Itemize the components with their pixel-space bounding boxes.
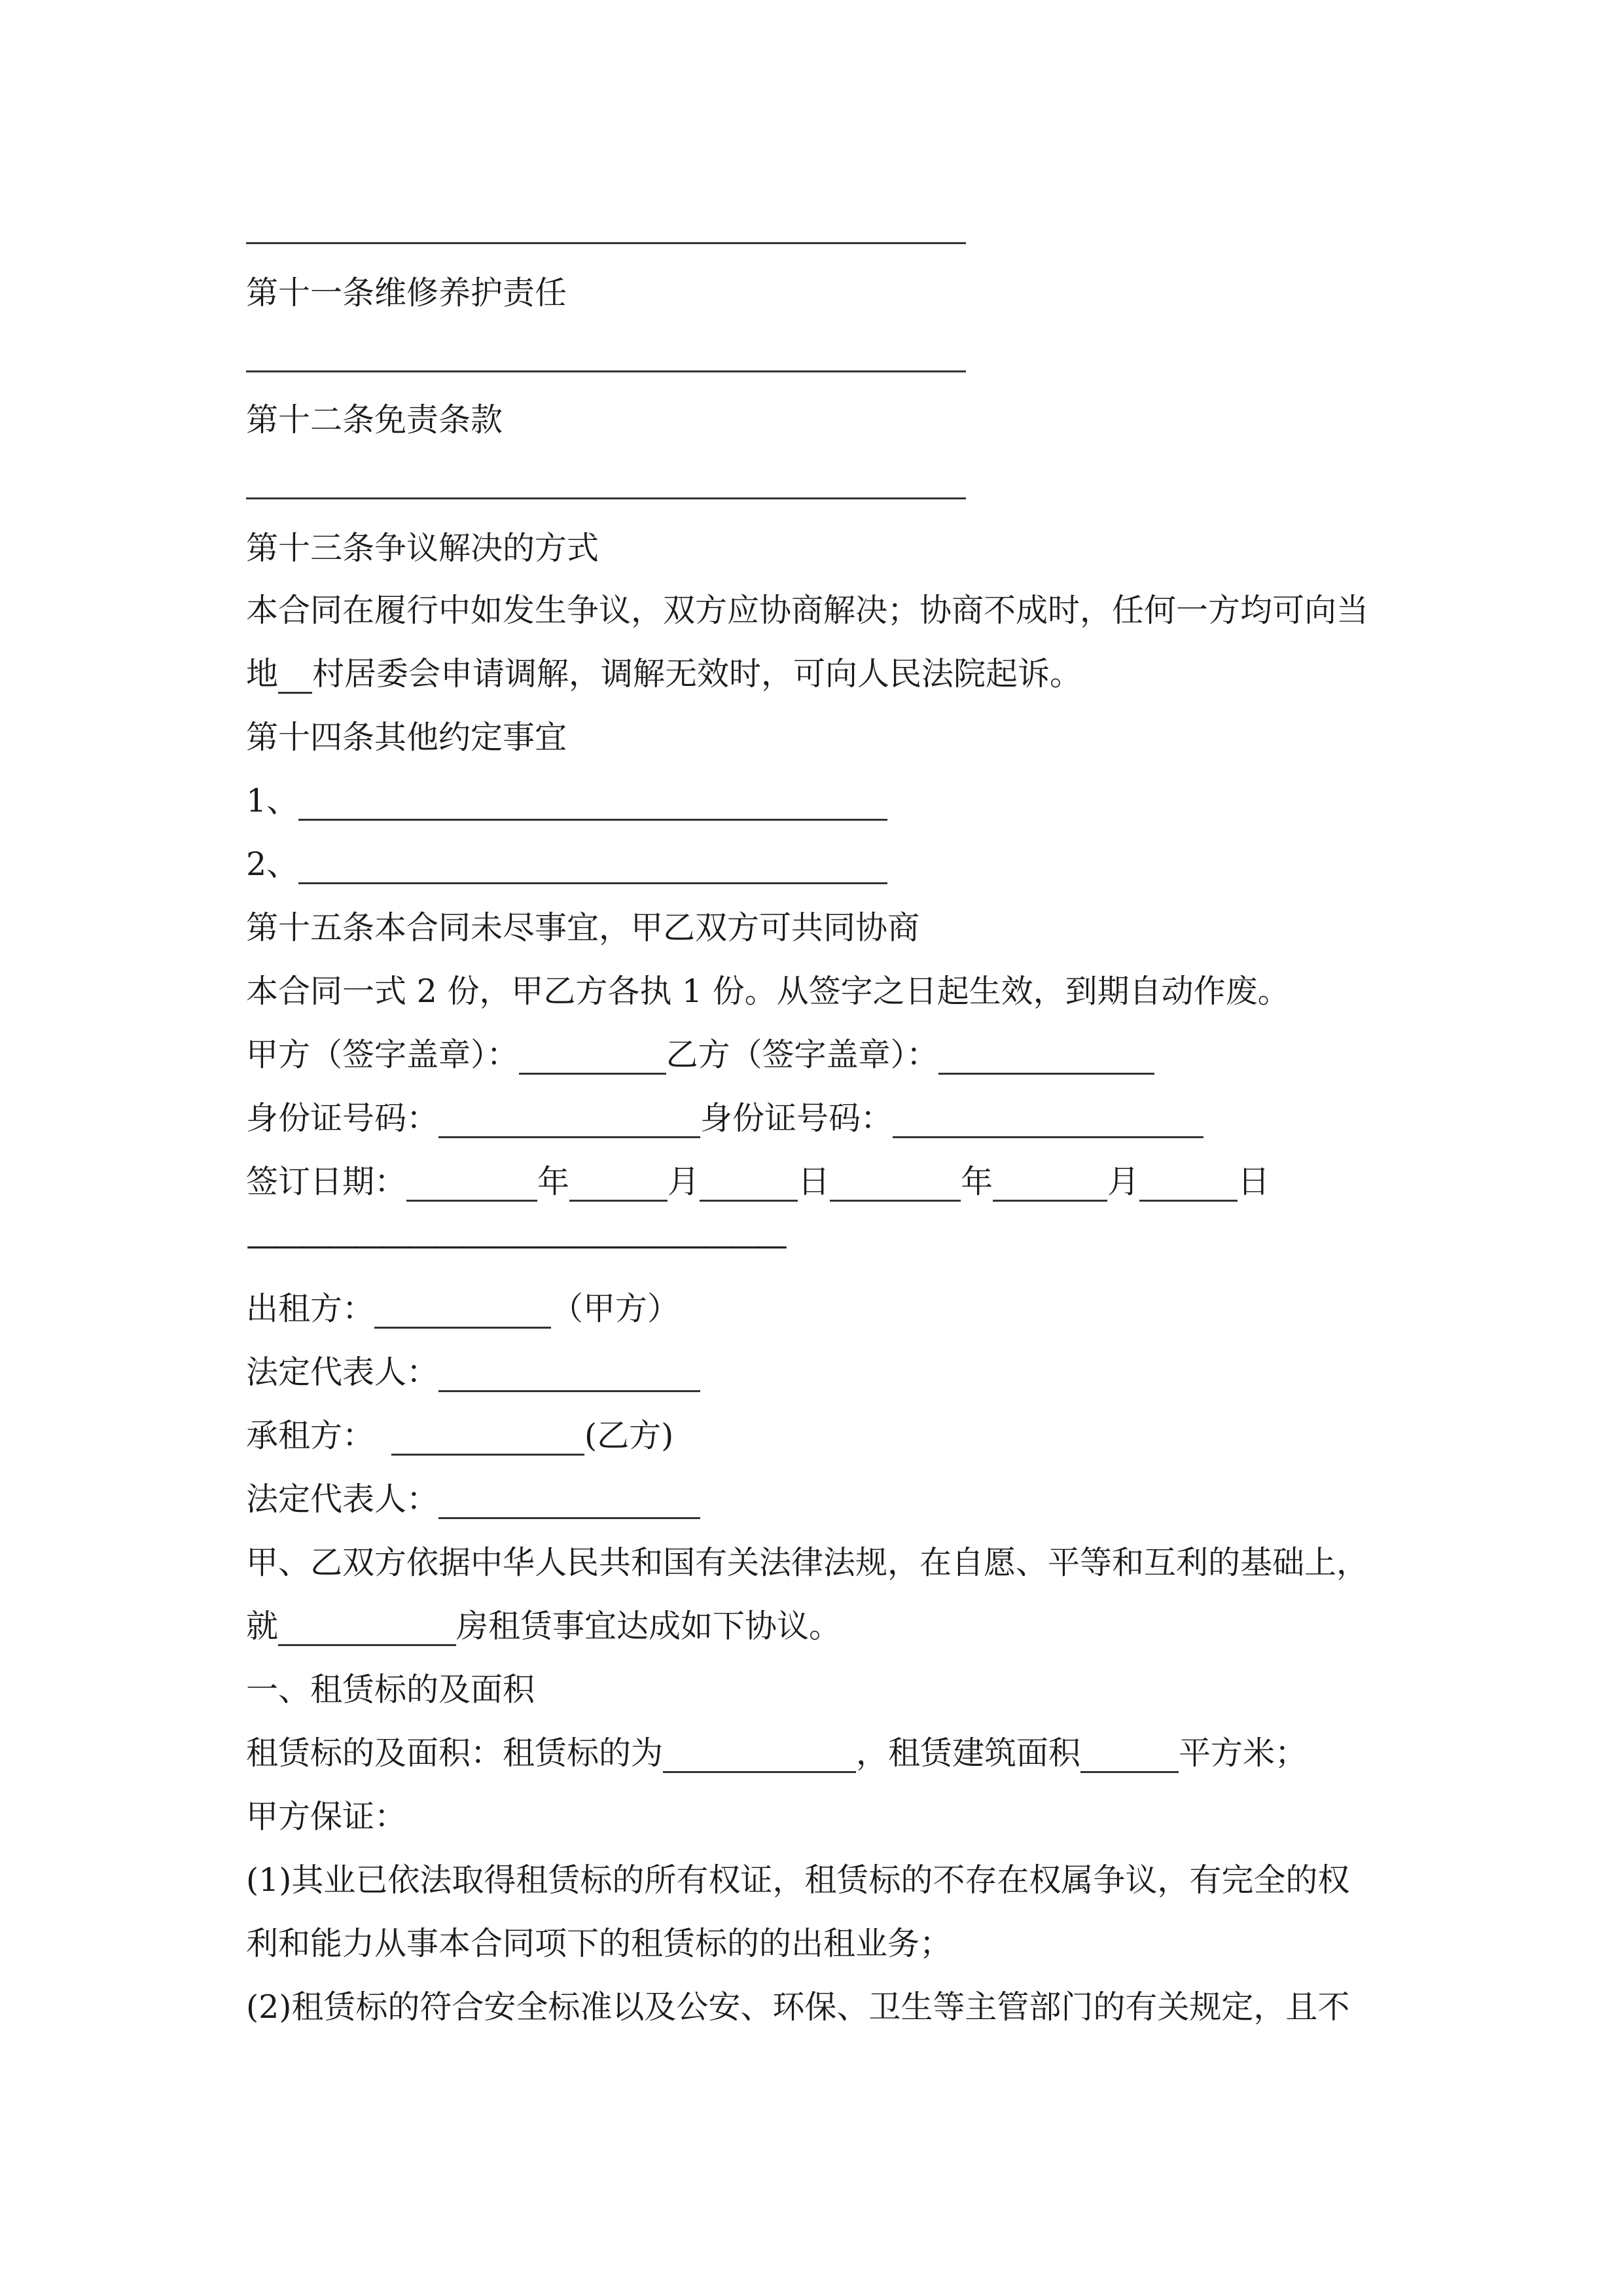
guarantee-1-line-2: 利和能力从事本合同项下的租赁标的的出租业务； (246, 1925, 952, 1962)
day-label-a: 日 (798, 1163, 830, 1200)
party-a-sign-label: 甲方（签字盖章）： (246, 1036, 519, 1073)
text-lease-matter: 房租赁事宜达成如下协议。 (456, 1607, 842, 1645)
year-a-blank[interactable] (406, 1166, 537, 1202)
dash-separator: ———————————————————— (246, 1227, 783, 1264)
article-12-title: 第十二条免责条款 (246, 401, 503, 439)
year-b-blank[interactable] (830, 1166, 961, 1202)
section-1-title: 一、租赁标的及面积 (246, 1671, 535, 1708)
village-blank[interactable] (278, 658, 312, 694)
sign-date-label: 签订日期： (246, 1163, 407, 1200)
party-b-id-label: 身份证号码： (700, 1100, 893, 1137)
legal-rep-line-1 (246, 1353, 700, 1392)
rule-1 (246, 242, 966, 244)
article-14-title: 第十四条其他约定事宜 (246, 719, 567, 756)
section-1-area-line (246, 1734, 1307, 1773)
sign-date-line (246, 1162, 1270, 1202)
lessee-blank[interactable] (391, 1420, 584, 1456)
intro-line-1: 甲、乙双方依据中华人民共和国有关法律法规，在自愿、平等和互利的基础上， (246, 1544, 1369, 1581)
day-label-b: 日 (1238, 1163, 1270, 1200)
party-a-sign-blank[interactable] (519, 1039, 666, 1075)
article-13-text-line-1: 本合同在履行中如发生争议，双方应协商解决；协商不成时，任何一方均可向当 (246, 592, 1369, 629)
lessee-tag: (乙方) (584, 1417, 674, 1454)
party-b-sign-blank[interactable] (938, 1039, 1154, 1075)
intro-line-2 (246, 1607, 841, 1646)
legal-rep-blank-1[interactable] (438, 1356, 700, 1392)
lease-object-label: 租赁标的及面积：租赁标的为 (246, 1734, 664, 1772)
text-village-committee: 村居委会申请调解，调解无效时，可向人民法院起诉。 (312, 655, 1082, 692)
signature-line (246, 1035, 1154, 1075)
area-blank[interactable] (1080, 1737, 1179, 1773)
lessee-label: 承租方： (246, 1417, 375, 1454)
lessor-line (246, 1289, 679, 1329)
property-blank[interactable] (278, 1610, 456, 1646)
article-15-title: 第十五条本合同未尽事宜，甲乙双方可共同协商 (246, 909, 920, 946)
text-di: 地 (246, 655, 279, 692)
building-area-label: ，租赁建筑面积 (856, 1734, 1081, 1772)
month-b-blank[interactable] (993, 1166, 1107, 1202)
lease-object-blank[interactable] (663, 1737, 856, 1773)
lessor-blank[interactable] (374, 1293, 551, 1329)
day-a-blank[interactable] (700, 1166, 798, 1202)
guarantee-title: 甲方保证： (246, 1798, 407, 1835)
party-a-id-blank[interactable] (438, 1102, 700, 1138)
item-2-label: 2、 (246, 846, 299, 883)
party-b-sign-label: 乙方（签字盖章）： (666, 1036, 939, 1073)
legal-rep-line-2 (246, 1480, 700, 1519)
legal-rep-label-1: 法定代表人： (246, 1354, 439, 1391)
party-a-id-label: 身份证号码： (246, 1100, 439, 1137)
article-11-title: 第十一条维修养护责任 (246, 274, 567, 312)
lessor-label: 出租方： (246, 1290, 375, 1327)
month-a-blank[interactable] (569, 1166, 668, 1202)
id-number-line (246, 1099, 1204, 1138)
lessor-tag: （甲方） (551, 1290, 680, 1327)
year-label-a: 年 (537, 1163, 570, 1200)
item-1-label: 1、 (246, 782, 299, 819)
month-label-a: 月 (668, 1163, 700, 1200)
item-2-blank[interactable] (298, 848, 887, 884)
article-13-title: 第十三条争议解决的方式 (246, 529, 599, 567)
guarantee-2-line-1: (2)租赁标的符合安全标准以及公安、环保、卫生等主管部门的有关规定，且不 (246, 1988, 1350, 2026)
legal-rep-blank-2[interactable] (438, 1483, 700, 1519)
guarantee-1-line-1: (1)其业已依法取得租赁标的所有权证，租赁标的不存在权属争议，有完全的权 (246, 1861, 1350, 1899)
item-1-blank[interactable] (298, 785, 887, 821)
item-1 (246, 781, 887, 821)
item-2 (246, 845, 887, 884)
article-13-text-line-2 (246, 655, 1082, 694)
lessee-line (246, 1416, 673, 1456)
rule-2 (246, 370, 966, 372)
text-jiu: 就 (246, 1607, 279, 1645)
sqm-label: 平方米； (1179, 1734, 1308, 1772)
party-b-id-blank[interactable] (893, 1102, 1204, 1138)
year-label-b: 年 (961, 1163, 993, 1200)
copies-text: 本合同一式 2 份，甲乙方各执 1 份。从签字之日起生效，到期自动作废。 (246, 973, 1290, 1010)
legal-rep-label-2: 法定代表人： (246, 1480, 439, 1518)
day-b-blank[interactable] (1139, 1166, 1238, 1202)
rule-3 (246, 497, 966, 499)
month-label-b: 月 (1107, 1163, 1140, 1200)
